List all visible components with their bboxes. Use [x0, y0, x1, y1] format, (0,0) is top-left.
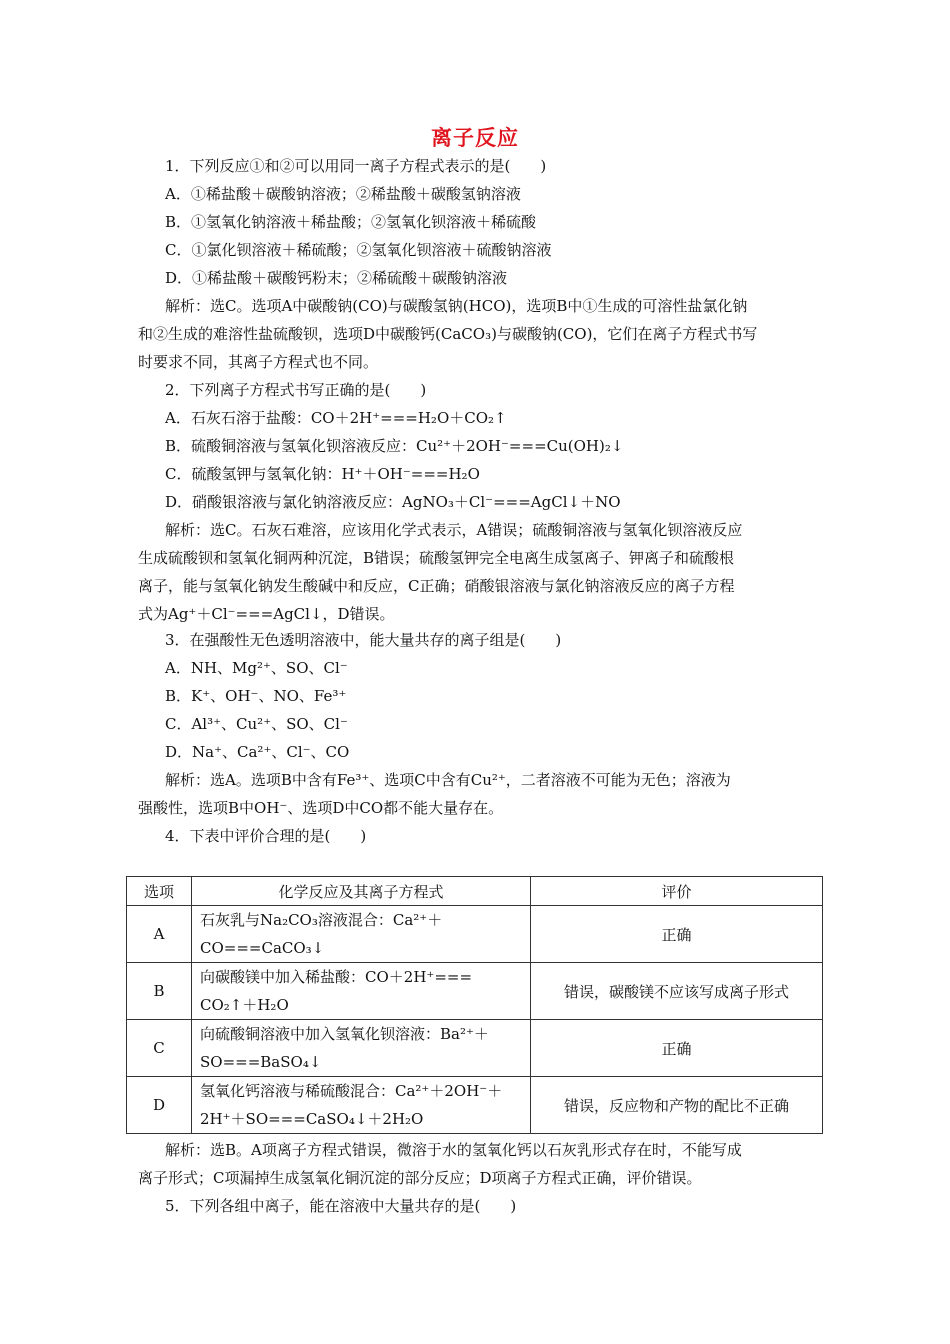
q2-option-c: C．硫酸氢钾与氢氧化钠：H⁺＋OH⁻===H₂O [165, 465, 480, 483]
q4-analysis-line: 解析：选B。A项离子方程式错误，微溶于水的氢氧化钙以石灰乳形式存在时，不能写成 [165, 1141, 742, 1159]
q2-analysis-line: 解析：选C。石灰石难溶，应该用化学式表示，A错误；硫酸铜溶液与氢氧化钡溶液反应 [165, 521, 743, 539]
q3-option-d: D．Na⁺、Ca²⁺、Cl⁻、CO [165, 743, 350, 761]
table-header-row [127, 877, 823, 906]
row-option: A [127, 906, 192, 963]
header-equation: 化学反应及其离子方程式 [192, 877, 531, 906]
q2-option-b: B．硫酸铜溶液与氢氧化钡溶液反应：Cu²⁺＋2OH⁻===Cu(OH)₂↓ [165, 437, 624, 455]
q1-option-a: A．①稀盐酸＋碳酸钠溶液；②稀盐酸＋碳酸氢钠溶液 [165, 185, 521, 203]
q2-stem: 2．下列离子方程式书写正确的是( ) [165, 381, 427, 399]
q2-analysis-line: 离子，能与氢氧化钠发生酸碱中和反应，C正确；硝酸银溶液与氯化钠溶液反应的离子方程 [138, 577, 735, 595]
q3-option-c: C．Al³⁺、Cu²⁺、SO、Cl⁻ [165, 715, 348, 733]
table-row [127, 1020, 823, 1077]
header-evaluation: 评价 [531, 877, 823, 906]
q1-option-b: B．①氢氧化钠溶液＋稀盐酸；②氢氧化钡溶液＋稀硫酸 [165, 213, 537, 231]
q2-option-d: D．硝酸银溶液与氯化钠溶液反应：AgNO₃＋Cl⁻===AgCl↓＋NO [165, 493, 621, 511]
row-equation [192, 963, 531, 1020]
equation-line: 向硫酸铜溶液中加入氢氧化钡溶液：Ba²⁺＋ [200, 1025, 489, 1043]
equation-line: CO₂↑＋H₂O [200, 996, 289, 1014]
q4-stem: 4．下表中评价合理的是( ) [165, 827, 367, 845]
q2-analysis-line: 式为Ag⁺＋Cl⁻===AgCl↓，D错误。 [138, 605, 395, 623]
q5-stem: 5．下列各组中离子，能在溶液中大量共存的是( ) [165, 1197, 517, 1215]
row-equation [192, 906, 531, 963]
row-equation [192, 1077, 531, 1134]
row-option: B [127, 963, 192, 1020]
q1-option-d: D．①稀盐酸＋碳酸钙粉末；②稀硫酸＋碳酸钠溶液 [165, 269, 508, 287]
row-evaluation: 错误，碳酸镁不应该写成离子形式 [531, 963, 823, 1020]
q1-analysis-line: 解析：选C。选项A中碳酸钠(CO)与碳酸氢钠(HCO)，选项B中①生成的可溶性盐氯化钠 [165, 297, 748, 315]
equation-line: CO===CaCO₃↓ [200, 939, 325, 957]
equation-line: 氢氧化钙溶液与稀硫酸混合：Ca²⁺＋2OH⁻＋ [200, 1082, 503, 1100]
row-evaluation: 正确 [531, 906, 823, 963]
equation-line: 石灰乳与Na₂CO₃溶液混合：Ca²⁺＋ [200, 911, 443, 929]
table-row [127, 906, 823, 963]
q2-analysis-line: 生成硫酸钡和氢氧化铜两种沉淀，B错误；硫酸氢钾完全电离生成氢离子、钾离子和硫酸根 [138, 549, 735, 567]
row-equation [192, 1020, 531, 1077]
equation-line: 向碳酸镁中加入稀盐酸：CO＋2H⁺=== [200, 968, 473, 986]
q1-stem: 1．下列反应①和②可以用同一离子方程式表示的是( ) [165, 157, 547, 175]
page-title: 离子反应 [431, 126, 519, 150]
q3-stem: 3．在强酸性无色透明溶液中，能大量共存的离子组是( ) [165, 631, 562, 649]
equation-line: SO===BaSO₄↓ [200, 1053, 322, 1071]
q1-option-c: C．①氯化钡溶液＋稀硫酸；②氢氧化钡溶液＋硫酸钠溶液 [165, 241, 552, 259]
q3-analysis-line: 解析：选A。选项B中含有Fe³⁺、选项C中含有Cu²⁺，二者溶液不可能为无色；溶液为 [165, 771, 731, 789]
evaluation-table [126, 876, 823, 1134]
table-row [127, 1077, 823, 1134]
header-option: 选项 [127, 877, 192, 906]
row-evaluation: 错误，反应物和产物的配比不正确 [531, 1077, 823, 1134]
q3-option-a: A．NH、Mg²⁺、SO、Cl⁻ [165, 659, 348, 677]
q2-option-a: A．石灰石溶于盐酸：CO＋2H⁺===H₂O＋CO₂↑ [165, 409, 507, 427]
q1-analysis-line: 时要求不同，其离子方程式也不同。 [138, 353, 379, 371]
q3-analysis-line: 强酸性，选项B中OH⁻、选项D中CO都不能大量存在。 [138, 799, 504, 817]
row-option: C [127, 1020, 192, 1077]
table-row [127, 963, 823, 1020]
q4-analysis-line: 离子形式；C项漏掉生成氢氧化铜沉淀的部分反应；D项离子方程式正确，评价错误。 [138, 1169, 702, 1187]
equation-line: 2H⁺＋SO===CaSO₄↓＋2H₂O [200, 1110, 424, 1128]
row-evaluation: 正确 [531, 1020, 823, 1077]
q3-option-b: B．K⁺、OH⁻、NO、Fe³⁺ [165, 687, 347, 705]
row-option: D [127, 1077, 192, 1134]
q1-analysis-line: 和②生成的难溶性盐硫酸钡，选项D中碳酸钙(CaCO₃)与碳酸钠(CO)，它们在离子方程式书写 [138, 325, 758, 343]
